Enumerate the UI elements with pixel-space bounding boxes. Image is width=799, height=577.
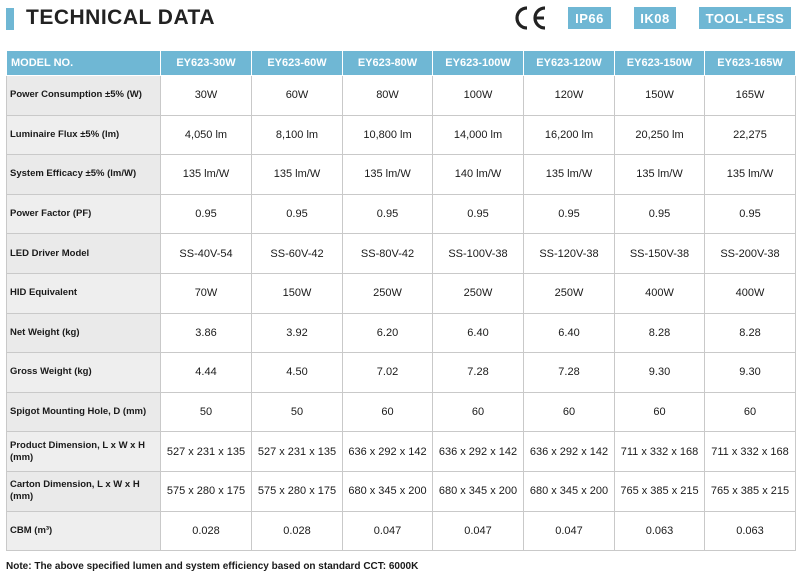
- table-cell: 16,200 lm: [524, 115, 615, 155]
- table-cell: 8.28: [705, 313, 796, 353]
- table-cell: SS-150V-38: [615, 234, 705, 274]
- table-row: [7, 471, 796, 511]
- table-cell: 150W: [252, 273, 343, 313]
- row-label: Power Factor (PF): [7, 194, 161, 234]
- footnote: Note: The above specified lumen and system efficiency based on standard CCT: 6000K: [6, 561, 419, 572]
- table-cell: 711 x 332 x 168: [705, 432, 796, 472]
- table-cell: 0.047: [343, 511, 433, 551]
- table-cell: 0.95: [615, 194, 705, 234]
- table-cell: 10,800 lm: [343, 115, 433, 155]
- column-header-model: EY623-80W: [343, 51, 433, 76]
- table-cell: SS-40V-54: [161, 234, 252, 274]
- column-header-model: EY623-120W: [524, 51, 615, 76]
- table-cell: 7.02: [343, 353, 433, 393]
- table-cell: 0.063: [615, 511, 705, 551]
- table-cell: 140 lm/W: [433, 155, 524, 195]
- table-cell: 765 x 385 x 215: [705, 471, 796, 511]
- table-cell: 6.20: [343, 313, 433, 353]
- table-row: [7, 194, 796, 234]
- table-cell: 60: [615, 392, 705, 432]
- table-cell: SS-60V-42: [252, 234, 343, 274]
- table-cell: 22,275: [705, 115, 796, 155]
- header-row: [7, 51, 796, 76]
- table-cell: 0.047: [433, 511, 524, 551]
- table-cell: 135 lm/W: [252, 155, 343, 195]
- table-header: [7, 51, 796, 76]
- page-title: TECHNICAL DATA: [26, 6, 215, 29]
- table-cell: 636 x 292 x 142: [433, 432, 524, 472]
- table-cell: 60: [524, 392, 615, 432]
- table-cell: SS-200V-38: [705, 234, 796, 274]
- table-cell: 135 lm/W: [343, 155, 433, 195]
- table-body: [7, 76, 796, 551]
- row-label: HID Equivalent: [7, 273, 161, 313]
- table-cell: 0.95: [161, 194, 252, 234]
- table-cell: 8,100 lm: [252, 115, 343, 155]
- table-cell: 680 x 345 x 200: [433, 471, 524, 511]
- table-cell: 60W: [252, 76, 343, 116]
- table-cell: 250W: [433, 273, 524, 313]
- table-cell: 135 lm/W: [524, 155, 615, 195]
- table-cell: 30W: [161, 76, 252, 116]
- column-header-model: EY623-165W: [705, 51, 796, 76]
- row-label: Carton Dimension, L x W x H (mm): [7, 471, 161, 511]
- row-label: LED Driver Model: [7, 234, 161, 274]
- table-cell: 70W: [161, 273, 252, 313]
- ik08-badge: IK08: [634, 7, 676, 29]
- table-row: [7, 432, 796, 472]
- table-cell: 60: [705, 392, 796, 432]
- table-row: [7, 353, 796, 393]
- title-accent-bar: [6, 8, 14, 30]
- table-row: [7, 313, 796, 353]
- row-label: Luminaire Flux ±5% (lm): [7, 115, 161, 155]
- row-label: Product Dimension, L x W x H (mm): [7, 432, 161, 472]
- table-cell: 14,000 lm: [433, 115, 524, 155]
- table-row: [7, 115, 796, 155]
- table-cell: 8.28: [615, 313, 705, 353]
- table-cell: 575 x 280 x 175: [252, 471, 343, 511]
- row-label: Power Consumption ±5% (W): [7, 76, 161, 116]
- table-cell: 50: [161, 392, 252, 432]
- table-cell: SS-80V-42: [343, 234, 433, 274]
- table-cell: 80W: [343, 76, 433, 116]
- table-cell: 20,250 lm: [615, 115, 705, 155]
- table-cell: 680 x 345 x 200: [343, 471, 433, 511]
- table-cell: 0.95: [343, 194, 433, 234]
- table-cell: 527 x 231 x 135: [161, 432, 252, 472]
- table-cell: 636 x 292 x 142: [343, 432, 433, 472]
- table-cell: 0.95: [252, 194, 343, 234]
- row-label: System Efficacy ±5% (lm/W): [7, 155, 161, 195]
- column-header-model-no: MODEL NO.: [7, 51, 161, 76]
- table-cell: 0.95: [524, 194, 615, 234]
- table-cell: 0.95: [433, 194, 524, 234]
- table-cell: 765 x 385 x 215: [615, 471, 705, 511]
- table-cell: 3.92: [252, 313, 343, 353]
- table-cell: 4.50: [252, 353, 343, 393]
- table-cell: 3.86: [161, 313, 252, 353]
- table-row: [7, 76, 796, 116]
- table-cell: 50: [252, 392, 343, 432]
- table-cell: 9.30: [705, 353, 796, 393]
- tool-less-badge: TOOL-LESS: [699, 7, 791, 29]
- ip66-badge: IP66: [568, 7, 611, 29]
- table-cell: 135 lm/W: [615, 155, 705, 195]
- table-cell: 527 x 231 x 135: [252, 432, 343, 472]
- table-cell: 135 lm/W: [161, 155, 252, 195]
- column-header-model: EY623-30W: [161, 51, 252, 76]
- table-cell: 400W: [705, 273, 796, 313]
- table-row: [7, 234, 796, 274]
- table-cell: 150W: [615, 76, 705, 116]
- table-cell: 636 x 292 x 142: [524, 432, 615, 472]
- row-label: Spigot Mounting Hole, D (mm): [7, 392, 161, 432]
- table-cell: 680 x 345 x 200: [524, 471, 615, 511]
- column-header-model: EY623-100W: [433, 51, 524, 76]
- table-cell: 400W: [615, 273, 705, 313]
- column-header-model: EY623-60W: [252, 51, 343, 76]
- table-cell: 0.028: [161, 511, 252, 551]
- table-row: [7, 155, 796, 195]
- table-cell: 7.28: [433, 353, 524, 393]
- table-cell: 575 x 280 x 175: [161, 471, 252, 511]
- table-cell: 4,050 lm: [161, 115, 252, 155]
- table-cell: 165W: [705, 76, 796, 116]
- table-cell: 4.44: [161, 353, 252, 393]
- row-label: Gross Weight (kg): [7, 353, 161, 393]
- column-header-model: EY623-150W: [615, 51, 705, 76]
- table-cell: SS-100V-38: [433, 234, 524, 274]
- table-row: [7, 273, 796, 313]
- table-cell: 9.30: [615, 353, 705, 393]
- table-cell: 0.028: [252, 511, 343, 551]
- row-label: Net Weight (kg): [7, 313, 161, 353]
- table-cell: 60: [433, 392, 524, 432]
- row-label: CBM (m³): [7, 511, 161, 551]
- table-cell: 100W: [433, 76, 524, 116]
- header: [0, 0, 799, 44]
- table-cell: 120W: [524, 76, 615, 116]
- table-row: [7, 392, 796, 432]
- table-cell: 0.047: [524, 511, 615, 551]
- table-cell: 250W: [343, 273, 433, 313]
- table-cell: SS-120V-38: [524, 234, 615, 274]
- table-cell: 6.40: [433, 313, 524, 353]
- table-cell: 60: [343, 392, 433, 432]
- table-cell: 6.40: [524, 313, 615, 353]
- table-cell: 135 lm/W: [705, 155, 796, 195]
- table-cell: 0.95: [705, 194, 796, 234]
- technical-data-table: [6, 50, 796, 551]
- table-cell: 250W: [524, 273, 615, 313]
- table-row: [7, 511, 796, 551]
- table-cell: 7.28: [524, 353, 615, 393]
- table-cell: 0.063: [705, 511, 796, 551]
- ce-mark-icon: [512, 4, 548, 32]
- table-cell: 711 x 332 x 168: [615, 432, 705, 472]
